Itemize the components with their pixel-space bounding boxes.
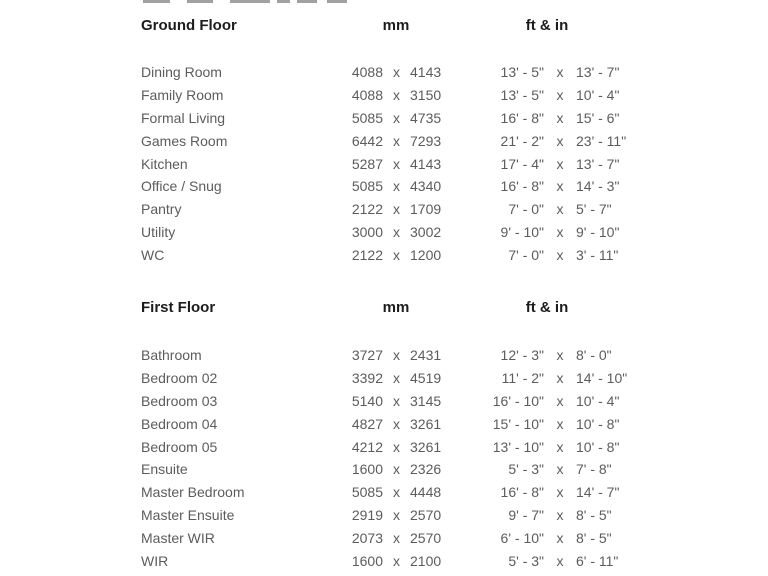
dimension-separator-x: x	[556, 223, 564, 240]
dimension-separator-x: x	[556, 506, 564, 523]
mm-width: 5085	[351, 178, 383, 195]
mm-width: 2122	[351, 246, 383, 263]
dimension-separator-x: x	[556, 415, 564, 432]
ftin-width: 7' - 0"	[508, 201, 544, 218]
table-row	[141, 504, 666, 527]
table-row	[141, 175, 666, 198]
ftin-height: 10' - 8"	[576, 438, 620, 455]
room-name: Games Room	[141, 132, 228, 149]
room-name: Ensuite	[141, 461, 188, 478]
mm-width: 4088	[351, 64, 383, 81]
dimension-separator-x: x	[393, 415, 400, 432]
dimension-separator-x: x	[556, 529, 564, 546]
mm-height: 3261	[410, 438, 442, 455]
ftin-height: 8' - 5"	[576, 529, 612, 546]
ftin-width: 6' - 10"	[500, 529, 544, 546]
ftin-width: 11' - 2"	[501, 370, 544, 387]
dimension-separator-x: x	[556, 201, 564, 218]
dimension-separator-x: x	[393, 438, 400, 455]
mm-height: 4143	[410, 155, 442, 172]
ftin-height: 14' - 10"	[576, 370, 628, 387]
ftin-height: 3' - 11"	[576, 246, 619, 263]
mm-height: 2570	[410, 529, 442, 546]
table-row	[141, 107, 666, 130]
room-name: Bedroom 05	[141, 438, 218, 455]
room-name: Bedroom 02	[141, 370, 218, 387]
column-header-mm: mm	[382, 17, 410, 34]
mm-width: 2919	[351, 506, 383, 523]
room-name: WIR	[141, 552, 169, 569]
room-name: Utility	[141, 223, 176, 240]
room-name: Formal Living	[141, 109, 226, 126]
dimension-separator-x: x	[393, 529, 400, 546]
room-name: Pantry	[141, 201, 182, 218]
dimension-separator-x: x	[393, 64, 400, 81]
mm-height: 4448	[410, 484, 442, 501]
ftin-height: 13' - 7"	[576, 64, 620, 81]
dimension-separator-x: x	[556, 484, 564, 501]
ftin-width: 16' - 10"	[492, 392, 544, 409]
ftin-width: 5' - 3"	[508, 461, 544, 478]
dimension-separator-x: x	[393, 506, 400, 523]
column-header-ft-in: ft & in	[525, 299, 569, 316]
ftin-height: 10' - 8"	[576, 415, 620, 432]
dimension-separator-x: x	[556, 64, 564, 81]
dimension-separator-x: x	[556, 178, 564, 195]
ftin-width: 17' - 4"	[500, 155, 544, 172]
mm-width: 3392	[351, 370, 383, 387]
mm-width: 3000	[351, 223, 383, 240]
dimension-separator-x: x	[556, 109, 564, 126]
ftin-width: 12' - 3"	[500, 347, 544, 364]
room-name: Bedroom 03	[141, 392, 218, 409]
ftin-width: 9' - 10"	[500, 223, 544, 240]
ftin-height: 15' - 6"	[576, 109, 620, 126]
table-row	[141, 526, 666, 549]
ftin-height: 10' - 4"	[576, 87, 620, 104]
section-title-ground-floor: Ground Floor	[141, 17, 237, 34]
dimension-separator-x: x	[556, 155, 564, 172]
column-header-ft-in: ft & in	[525, 17, 569, 34]
room-name: Bathroom	[141, 347, 202, 364]
ftin-height: 10' - 4"	[576, 392, 620, 409]
dimension-separator-x: x	[393, 201, 400, 218]
ftin-height: 14' - 7"	[576, 484, 620, 501]
ftin-width: 7' - 0"	[508, 246, 544, 263]
dimension-separator-x: x	[393, 370, 400, 387]
dimension-separator-x: x	[393, 461, 400, 478]
room-name: Bedroom 04	[141, 415, 218, 432]
room-name: Office / Snug	[141, 178, 222, 195]
ftin-width: 5' - 3"	[508, 552, 544, 569]
dimension-separator-x: x	[393, 223, 400, 240]
dimension-separator-x: x	[556, 370, 564, 387]
dimension-separator-x: x	[393, 392, 400, 409]
table-row	[141, 198, 666, 221]
mm-width: 2073	[351, 529, 383, 546]
dimension-separator-x: x	[393, 484, 400, 501]
dimension-separator-x: x	[393, 87, 400, 104]
mm-width: 5085	[351, 484, 383, 501]
ftin-height: 23' - 11"	[576, 132, 627, 149]
table-row	[141, 435, 666, 458]
room-name: WC	[141, 246, 165, 263]
dimension-separator-x: x	[393, 178, 400, 195]
table-row	[141, 481, 666, 504]
mm-width: 2122	[351, 201, 383, 218]
dimension-separator-x: x	[556, 461, 564, 478]
mm-width: 5287	[351, 155, 383, 172]
mm-height: 2570	[410, 506, 442, 523]
room-name: Family Room	[141, 87, 224, 104]
ftin-width: 16' - 8"	[500, 178, 544, 195]
mm-height: 2326	[410, 461, 442, 478]
column-header-mm: mm	[382, 299, 410, 316]
mm-height: 4735	[410, 109, 442, 126]
ftin-width: 13' - 5"	[500, 64, 544, 81]
dimension-separator-x: x	[393, 246, 400, 263]
mm-height: 4143	[410, 64, 442, 81]
ftin-height: 5' - 7"	[576, 201, 612, 218]
dimension-separator-x: x	[393, 552, 400, 569]
dimension-separator-x: x	[556, 87, 564, 104]
mm-width: 6442	[351, 132, 383, 149]
dimension-separator-x: x	[393, 155, 400, 172]
mm-height: 2100	[410, 552, 442, 569]
room-name: Dining Room	[141, 64, 222, 81]
mm-height: 7293	[410, 132, 442, 149]
first-floor-header-row	[141, 299, 666, 316]
ftin-height: 9' - 10"	[576, 223, 620, 240]
ftin-width: 16' - 8"	[500, 484, 544, 501]
ftin-width: 21' - 2"	[500, 132, 544, 149]
table-row	[141, 367, 666, 390]
mm-width: 5140	[351, 392, 383, 409]
ftin-width: 13' - 5"	[500, 87, 544, 104]
mm-width: 1600	[351, 552, 383, 569]
room-name: Master WIR	[141, 529, 215, 546]
ground-floor-header-row	[141, 17, 666, 34]
mm-width: 4088	[351, 87, 383, 104]
ftin-width: 9' - 7"	[508, 506, 544, 523]
room-name: Kitchen	[141, 155, 188, 172]
ftin-width: 15' - 10"	[492, 415, 544, 432]
mm-height: 4340	[410, 178, 442, 195]
dimension-separator-x: x	[393, 109, 400, 126]
mm-width: 4212	[351, 438, 383, 455]
ftin-height: 6' - 11"	[576, 552, 619, 569]
ftin-height: 8' - 0"	[576, 347, 612, 364]
dimension-separator-x: x	[556, 552, 564, 569]
table-row	[141, 458, 666, 481]
room-name: Master Ensuite	[141, 506, 235, 523]
table-row	[141, 344, 666, 367]
table-row	[141, 129, 666, 152]
dimension-separator-x: x	[393, 132, 400, 149]
table-row	[141, 412, 666, 435]
ftin-height: 7' - 8"	[576, 461, 612, 478]
cutoff-text-remnant	[143, 0, 347, 3]
dimension-separator-x: x	[393, 347, 400, 364]
dimension-separator-x: x	[556, 347, 564, 364]
dimension-separator-x: x	[556, 132, 564, 149]
mm-height: 4519	[410, 370, 442, 387]
table-row	[141, 243, 666, 266]
ftin-height: 8' - 5"	[576, 506, 612, 523]
ftin-height: 14' - 3"	[576, 178, 620, 195]
table-row	[141, 221, 666, 244]
mm-width: 1600	[351, 461, 383, 478]
mm-width: 5085	[351, 109, 383, 126]
table-row	[141, 61, 666, 84]
mm-height: 3261	[410, 415, 442, 432]
ftin-height: 13' - 7"	[576, 155, 620, 172]
table-row	[141, 390, 666, 413]
room-name: Master Bedroom	[141, 484, 245, 501]
section-title-first-floor: First Floor	[141, 299, 216, 316]
table-row	[141, 152, 666, 175]
mm-height: 3145	[410, 392, 442, 409]
mm-height: 3002	[410, 223, 442, 240]
mm-height: 1709	[410, 201, 442, 218]
dimension-separator-x: x	[556, 392, 564, 409]
ftin-width: 16' - 8"	[500, 109, 544, 126]
mm-height: 1200	[410, 246, 442, 263]
ground-floor-rows	[141, 61, 666, 266]
mm-width: 3727	[351, 347, 383, 364]
mm-height: 2431	[410, 347, 442, 364]
mm-width: 4827	[351, 415, 383, 432]
ftin-width: 13' - 10"	[492, 438, 544, 455]
mm-height: 3150	[410, 87, 442, 104]
dimension-separator-x: x	[556, 246, 564, 263]
first-floor-rows	[141, 344, 666, 572]
table-row	[141, 84, 666, 107]
table-row	[141, 549, 666, 572]
dimension-separator-x: x	[556, 438, 564, 455]
